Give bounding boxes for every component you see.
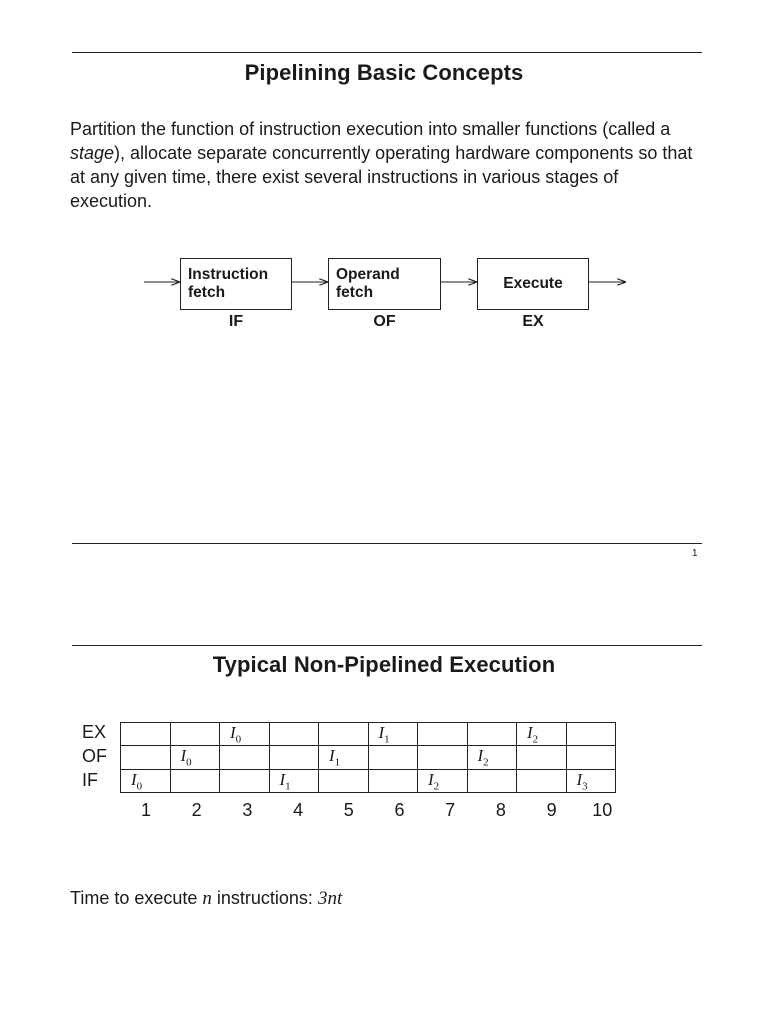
column-number: 10 [592,800,613,820]
column-number: 1 [140,800,151,820]
stage-label-ex: Execute [503,275,563,292]
grid-row-ex [121,723,616,746]
grid-cell [368,769,418,792]
paragraph-text-2: ), allocate separate concurrently operating hardware components so that at any given time, there exist several instructions in various stages of execution. [70,143,693,211]
column-number: 6 [394,800,405,820]
grid-cell [368,746,418,769]
grid-cell: $I_1$ [368,723,418,746]
time-formula: 3nt [317,888,343,909]
paragraph-text-1: Partition the function of instruction execution into smaller functions (called a [70,119,671,139]
grid-cell: $I_1$ [269,769,319,792]
grid-cell [566,723,616,746]
stage-abbr-if: IF [228,313,244,330]
grid-cell [319,769,369,792]
grid-cell [566,746,616,769]
column-number: 7 [445,800,456,820]
stage-box-instruction-fetch [180,258,292,310]
grid-row-if [121,769,616,792]
grid-cell: $I_0$ [121,769,171,792]
slide1-paragraph [70,117,700,213]
stage-box-execute [477,258,589,310]
grid-cell [170,769,220,792]
stage-abbr-ex: EX [522,313,544,330]
grid-cell: $I_2$ [517,723,567,746]
column-number: 9 [546,800,557,820]
grid-cell: $I_1$ [319,746,369,769]
pipeline-diagram [130,250,650,340]
column-number: 3 [242,800,253,820]
grid-cell [170,723,220,746]
grid-cell: $I_3$ [566,769,616,792]
paragraph-emphasis: stage [70,143,115,163]
top-rule-slide1 [72,52,702,53]
grid-cell [418,746,468,769]
grid-cell: $I_0$ [220,723,270,746]
column-number: 4 [293,800,304,820]
grid-cell [418,723,468,746]
slide2-title: Typical Non-Pipelined Execution [212,652,556,677]
stage-abbr-of: OF [373,313,396,330]
grid-cell [269,723,319,746]
column-number: 2 [191,800,202,820]
grid-row-of [121,746,616,769]
grid-cell [269,746,319,769]
grid-cell: $I_2$ [418,769,468,792]
column-number: 5 [343,800,354,820]
grid-cell: $I_2$ [467,746,517,769]
execution-time-text [70,886,342,911]
grid-cell [517,769,567,792]
grid-cell [220,746,270,769]
time-prefix: Time to execute [70,888,203,908]
grid-cell [517,746,567,769]
stage-label-if: Instruction fetch [188,266,269,301]
grid-cell [467,723,517,746]
top-rule-slide2 [72,645,702,646]
bottom-rule-slide1 [72,543,702,544]
page-number: 1 [692,548,698,559]
grid-cell [121,723,171,746]
timing-grid [120,722,616,793]
row-label-of: OF [82,746,107,766]
column-number: 8 [495,800,506,820]
grid-cell [467,769,517,792]
slide1-title: Pipelining Basic Concepts [244,60,524,85]
grid-cell [121,746,171,769]
grid-cell [319,723,369,746]
time-middle: instructions: [211,888,318,908]
grid-cell: $I_0$ [170,746,220,769]
stage-label-of: Operand fetch [336,266,400,301]
row-label-ex: EX [82,722,107,742]
var-n: n [202,888,212,909]
stage-box-operand-fetch [328,258,441,310]
grid-cell [220,769,270,792]
row-label-if: IF [82,770,98,790]
